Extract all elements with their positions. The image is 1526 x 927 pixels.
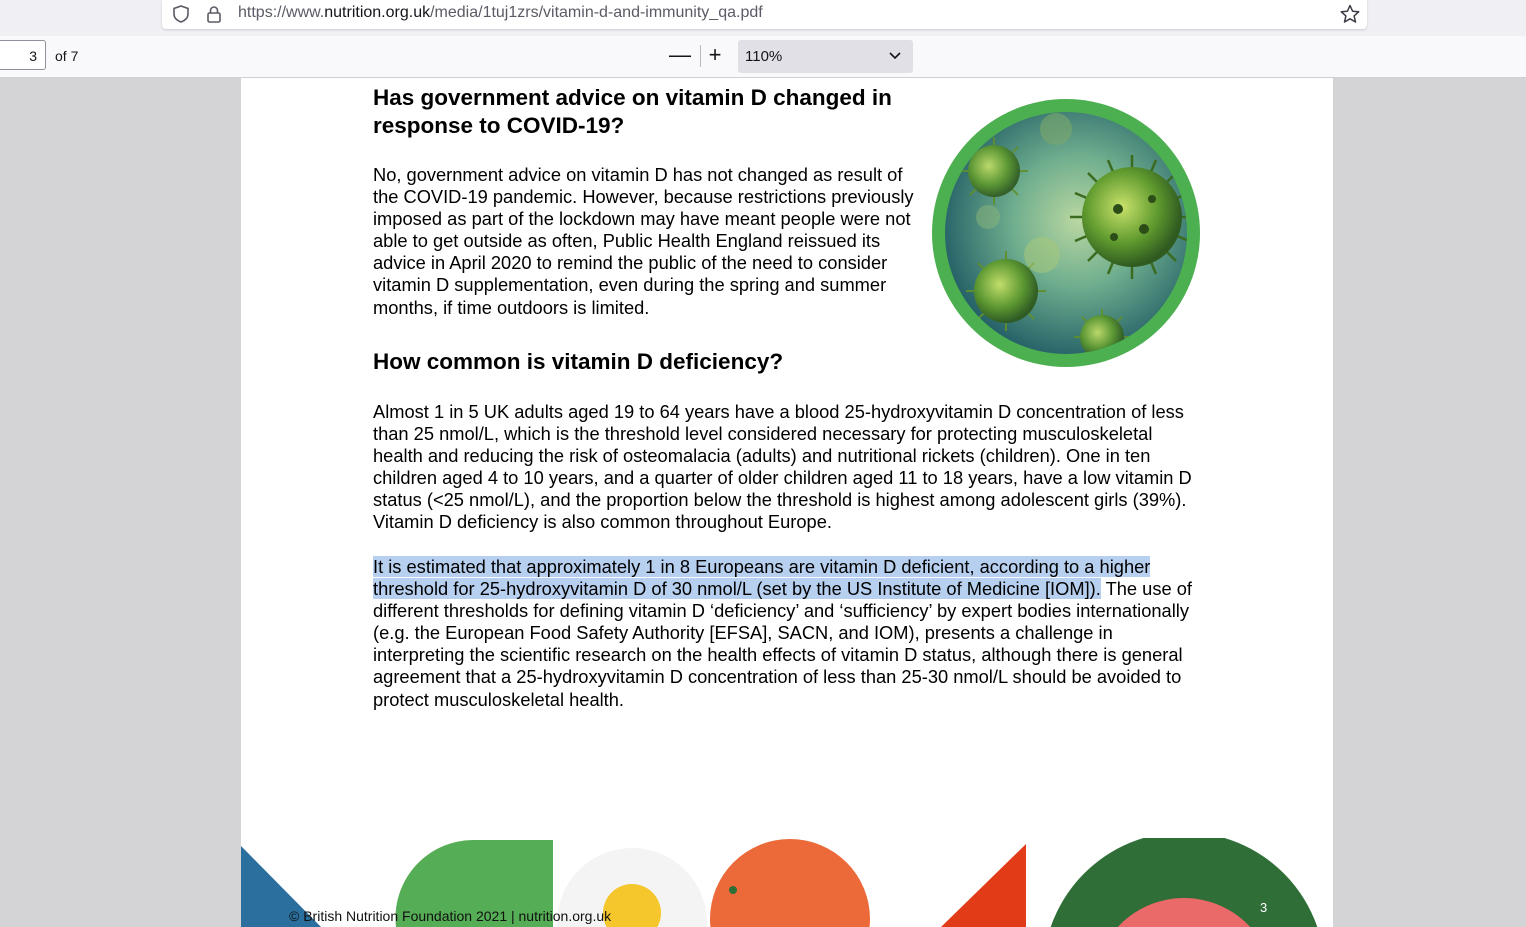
url-path: /media/1tuj1zrs/vitamin-d-and-immunity_qa.pdf bbox=[430, 4, 763, 21]
shield-icon[interactable] bbox=[171, 4, 191, 24]
chevron-down-icon bbox=[889, 52, 901, 60]
heading-deficiency: How common is vitamin D deficiency? bbox=[373, 349, 784, 374]
paragraph-government-advice: No, government advice on vitamin D has not changed as result of the COVID-19 pandemic. However, because restrictions previously imposed as part of the lockdown may have meant people were not able to get outside as often, Public Health England reissued its advice in April 2020 to remind the public of the need to consider vitamin D supplementation, even during the spring and summer months, if time outdoors is limited. bbox=[373, 164, 914, 318]
zoom-out-button[interactable]: — bbox=[669, 42, 691, 67]
heading-government-advice: Has government advice on vitamin D changed in response to COVID-19? bbox=[373, 85, 892, 138]
pdf-toolbar bbox=[0, 36, 1526, 78]
url-text[interactable] bbox=[238, 4, 763, 22]
zoom-level-value: 110% bbox=[745, 48, 783, 65]
url-prefix: https://www. bbox=[238, 4, 325, 21]
zoom-in-button[interactable]: + bbox=[708, 42, 722, 67]
lock-icon[interactable] bbox=[204, 4, 224, 24]
url-bar-strip bbox=[0, 0, 1526, 36]
highlighted-text-selection[interactable]: It is estimated that approximately 1 in 8 Europeans are vitamin D deficient, according to a higher threshold for 25-hydroxyvitamin D of 30 nmol/L (set by the US Institute of Medicine [IOM]). bbox=[373, 556, 1151, 600]
url-host: nutrition.org.uk bbox=[324, 4, 431, 21]
address-bar[interactable] bbox=[162, 0, 1367, 29]
paragraph-europe-rest: The use of different thresholds for defining vitamin D ‘deficiency’ and ‘sufficiency’ by expert bodies internationally (e.g. the European Food Safety Authority [EFSA], SACN, and IOM), presents a challenge in interpreting the scientific research on the health effects of vitamin D status, although there is general agreement that a 25-hydroxyvitamin D concentration of less than 25-30 nmol/L should be avoided to protect musculoskeletal health. bbox=[373, 578, 1192, 710]
virus-image bbox=[932, 99, 1200, 367]
page-count-label: of 7 bbox=[55, 48, 79, 64]
paragraph-europe-deficiency bbox=[373, 556, 1201, 711]
page-number-input[interactable]: 3 bbox=[0, 40, 46, 70]
pdf-page bbox=[241, 78, 1333, 927]
zoom-divider bbox=[700, 45, 701, 67]
footer-copyright: © British Nutrition Foundation 2021 | nutrition.org.uk bbox=[289, 908, 612, 924]
paragraph-uk-deficiency: Almost 1 in 5 UK adults aged 19 to 64 years have a blood 25-hydroxyvitamin D concentration of less than 25 nmol/L, which is the threshold level considered necessary for protecting musculoskeletal health and reducing the risk of osteomalacia (adults) and nutritional rickets (children). One in ten children aged 4 to 10 years, and a quarter of older children aged 11 to 18 years, have a low vitamin D status (<25 nmol/L), and the proportion below the threshold is highest among adolescent girls (39%). Vitamin D deficiency is also common throughout Europe. bbox=[373, 401, 1192, 533]
page-number-footer: 3 bbox=[1260, 900, 1268, 915]
bookmark-star-icon[interactable] bbox=[1339, 3, 1361, 25]
zoom-select[interactable] bbox=[738, 40, 913, 73]
